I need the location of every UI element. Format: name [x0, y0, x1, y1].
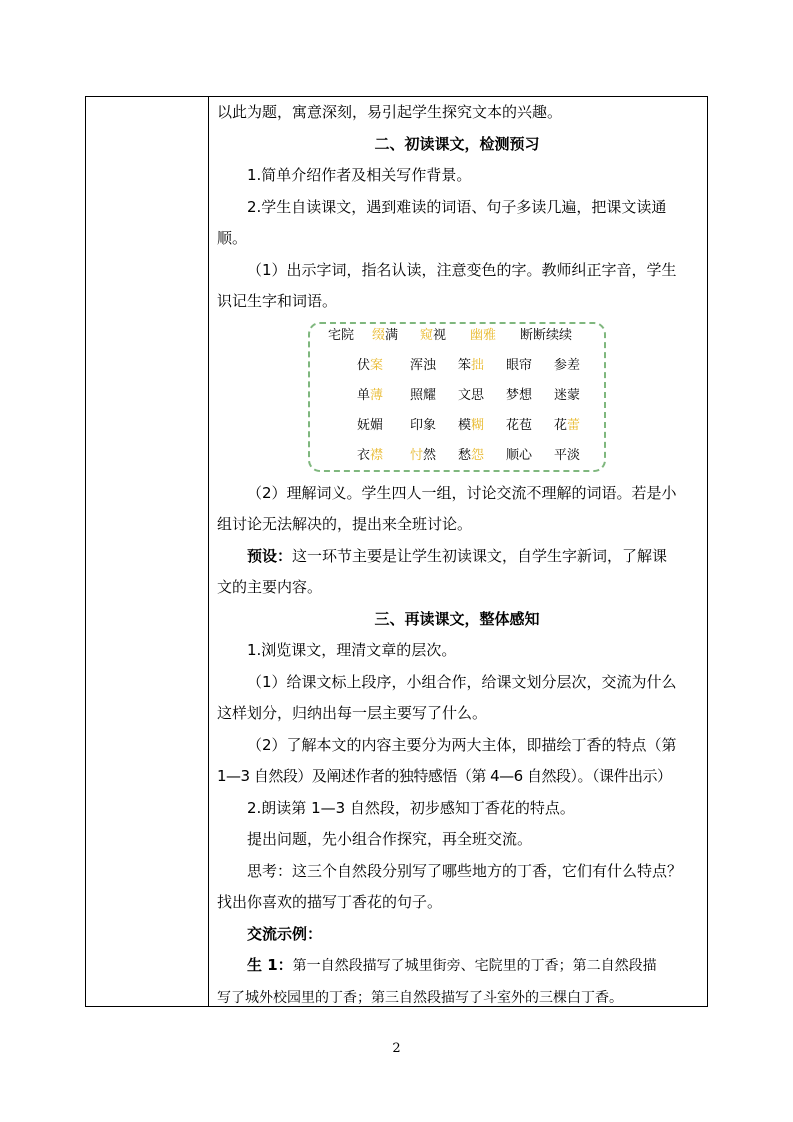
- word-row-2: [310, 358, 604, 374]
- paragraph-step2-line1: 2.学生自读课文，遇到难读的词语、句子多读几遍，把课文读通: [247, 197, 667, 216]
- word-item: 参差: [554, 357, 581, 373]
- word-item: 花蕾: [554, 417, 581, 433]
- example-label: 交流示例：: [247, 924, 323, 943]
- word-item: 花苞: [506, 417, 533, 433]
- paragraph-step1: 1.简单介绍作者及相关写作背景。: [247, 166, 472, 184]
- paragraph-sub2-line1: （2）理解词义。学生四人一组，讨论交流不理解的词语。若是小: [247, 483, 677, 502]
- word-item: 模糊: [458, 417, 485, 433]
- word-row-5: [310, 448, 604, 464]
- word-item: 照耀: [410, 387, 437, 403]
- section-heading-3: 三、再读课文，整体感知: [374, 609, 540, 628]
- paragraph-sub1-line2: 识记生字和词语。: [217, 292, 338, 310]
- word-item: 平淡: [554, 447, 581, 463]
- paragraph-sub2-line2: 组讨论无法解决的，提出来全班讨论。: [217, 515, 473, 533]
- section-heading-2: 二、初读课文，检测预习: [374, 134, 540, 153]
- word-item: 单薄: [357, 387, 384, 403]
- student-text: 第一自然段描写了城里街旁、宅院里的丁香；第二自然段描: [292, 958, 657, 974]
- word-item: 迷蒙: [554, 387, 581, 403]
- paragraph-think-line2: 找出你喜欢的描写丁香花的句子。: [217, 893, 443, 911]
- word-item: 文思: [458, 387, 485, 403]
- word-item: 宅院: [328, 327, 355, 343]
- paragraph-sub1-line1: （1）出示字词，指名认读，注意变色的字。教师纠正字音，学生: [247, 260, 677, 279]
- word-row-3: [310, 388, 604, 404]
- paragraph-read: 2.朗读第 1—3 自然段，初步感知丁香花的特点。: [247, 798, 575, 817]
- paragraph-preset-line2: 文的主要内容。: [217, 578, 323, 596]
- word-item: 缀满: [372, 327, 399, 343]
- paragraph-s1-line2: 写了城外校园里的丁香；第三自然段描写了斗室外的三棵白丁香。: [217, 989, 623, 1006]
- word-item: 愁怨: [458, 447, 485, 463]
- word-item: 幽雅: [470, 327, 497, 343]
- paragraph-preset-line1: [217, 541, 697, 573]
- paragraph-question: 提出问题，先小组合作探究，再全班交流。: [247, 830, 533, 848]
- paragraph-s1-line1: [217, 950, 697, 983]
- content-cell: [209, 97, 707, 1006]
- paragraph-think-line1: 思考：这三个自然段分别写了哪些地方的丁香，它们有什么特点？: [247, 861, 683, 880]
- paragraph-b1-line1: （1）给课文标上段序，小组合作，给课文划分层次，交流为什么: [247, 672, 677, 691]
- lesson-table: [85, 96, 708, 1007]
- word-item: 浑浊: [410, 357, 437, 373]
- word-item: 妩媚: [357, 417, 384, 433]
- word-item: 梦想: [506, 387, 533, 403]
- paragraph-intro: 以此为题，寓意深刻，易引起学生探究文本的兴趣。: [217, 103, 563, 121]
- word-item: 衣襟: [357, 447, 384, 463]
- page-number: 2: [392, 1041, 401, 1056]
- word-item: 眼帘: [506, 357, 533, 373]
- word-item: 窥视: [420, 327, 447, 343]
- paragraph-step2-line2: 顺。: [217, 229, 248, 247]
- left-column-cell: [86, 97, 209, 1006]
- word-row-4: [310, 418, 604, 434]
- word-item: 忖然: [410, 447, 437, 463]
- word-item: 伏案: [357, 357, 384, 373]
- paragraph-b2-line1: （2）了解本文的内容主要分为两大主体，即描绘丁香的特点（第: [247, 735, 677, 754]
- paragraph-b1-line2: 这样划分，归纳出每一层主要写了什么。: [217, 704, 488, 722]
- student-label: 生 1：: [247, 956, 293, 974]
- preset-label: 预设：: [247, 546, 293, 565]
- word-item: 断断续续: [520, 327, 573, 343]
- vocabulary-box: [308, 322, 606, 472]
- paragraph-b2-line2: 1—3 自然段）及阐述作者的独特感悟（第 4—6 自然段）。（课件出示）: [217, 767, 672, 785]
- word-item: 印象: [410, 417, 437, 433]
- preset-text: 这一环节主要是让学生初读课文，自学生字新词，了解课: [292, 546, 668, 565]
- word-item: 顺心: [506, 447, 533, 463]
- word-item: 笨拙: [458, 357, 485, 373]
- paragraph-browse: 1.浏览课文，理清文章的层次。: [247, 641, 457, 659]
- word-row-1: [310, 328, 604, 344]
